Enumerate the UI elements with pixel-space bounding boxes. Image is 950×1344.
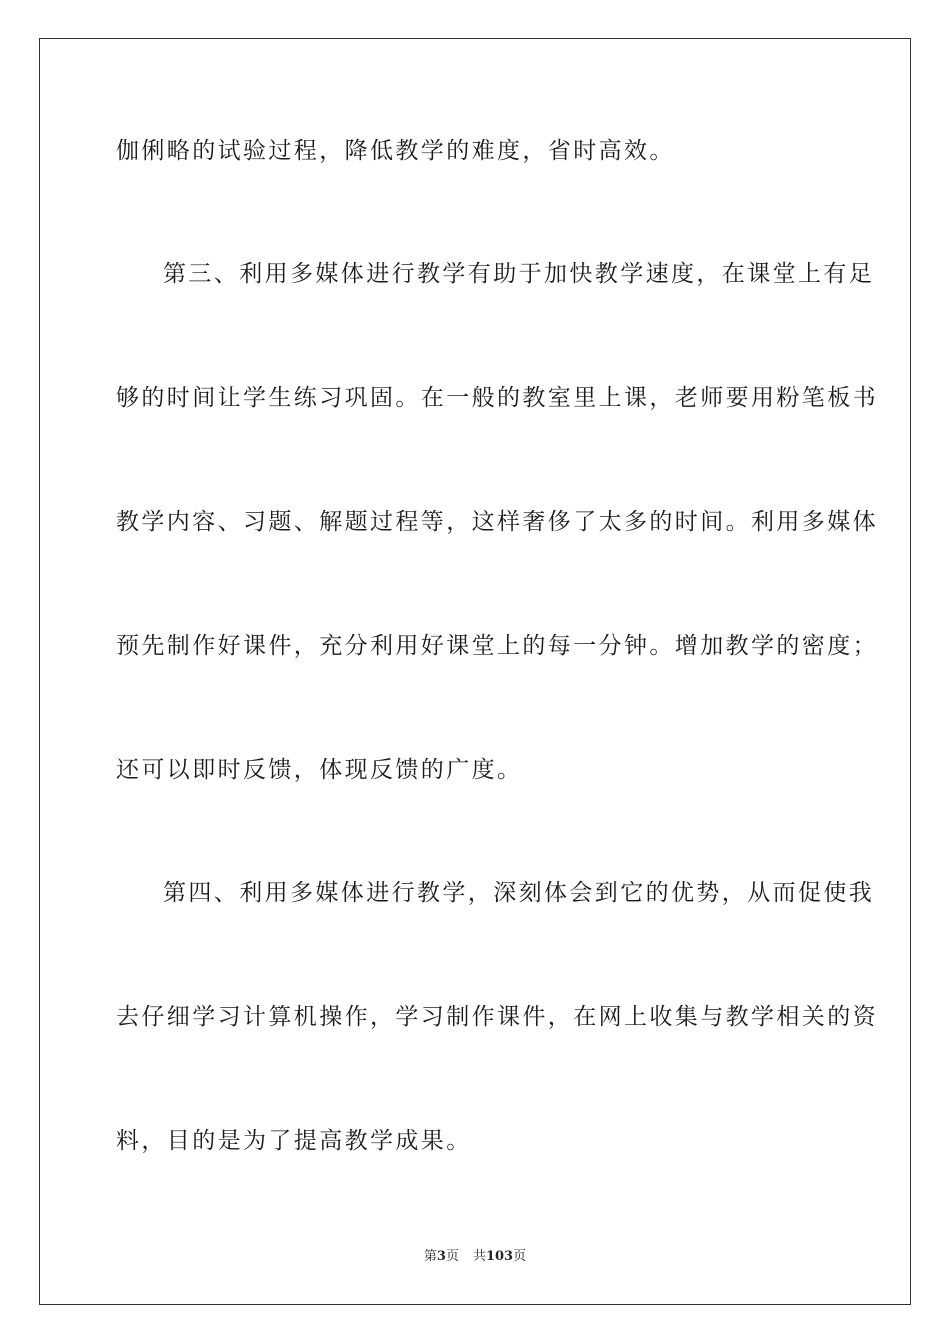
total-prefix: 共 <box>472 1249 486 1264</box>
text-line-2: 第三、利用多媒体进行教学有助于加快教学速度，在课堂上有足 <box>163 261 875 287</box>
text-line-3: 够的时间让学生练习巩固。在一般的教室里上课，老师要用粉笔板书 <box>116 385 878 411</box>
text-line-5: 预先制作好课件，充分利用好课堂上的每一分钟。增加教学的密度； <box>116 633 878 659</box>
text-line-8: 去仔细学习计算机操作，学习制作课件，在网上收集与教学相关的资 <box>116 1004 878 1030</box>
text-line-4: 教学内容、习题、解题过程等，这样奢侈了太多的时间。利用多媒体 <box>116 509 878 535</box>
page-border <box>39 38 911 1305</box>
text-line-6: 还可以即时反馈，体现反馈的广度。 <box>116 757 523 783</box>
page-suffix: 页 <box>445 1249 459 1264</box>
page-prefix: 第 <box>423 1249 437 1264</box>
text-line-7: 第四、利用多媒体进行教学，深刻体会到它的优势，从而促使我 <box>163 880 875 906</box>
page-footer <box>0 1248 950 1266</box>
total-pages: 103 <box>485 1249 514 1264</box>
total-suffix: 页 <box>513 1249 527 1264</box>
page-number: 3 <box>436 1249 446 1264</box>
text-line-9: 料，目的是为了提高教学成果。 <box>116 1128 472 1154</box>
text-line-1: 伽俐略的试验过程，降低教学的难度，省时高效。 <box>116 138 675 164</box>
